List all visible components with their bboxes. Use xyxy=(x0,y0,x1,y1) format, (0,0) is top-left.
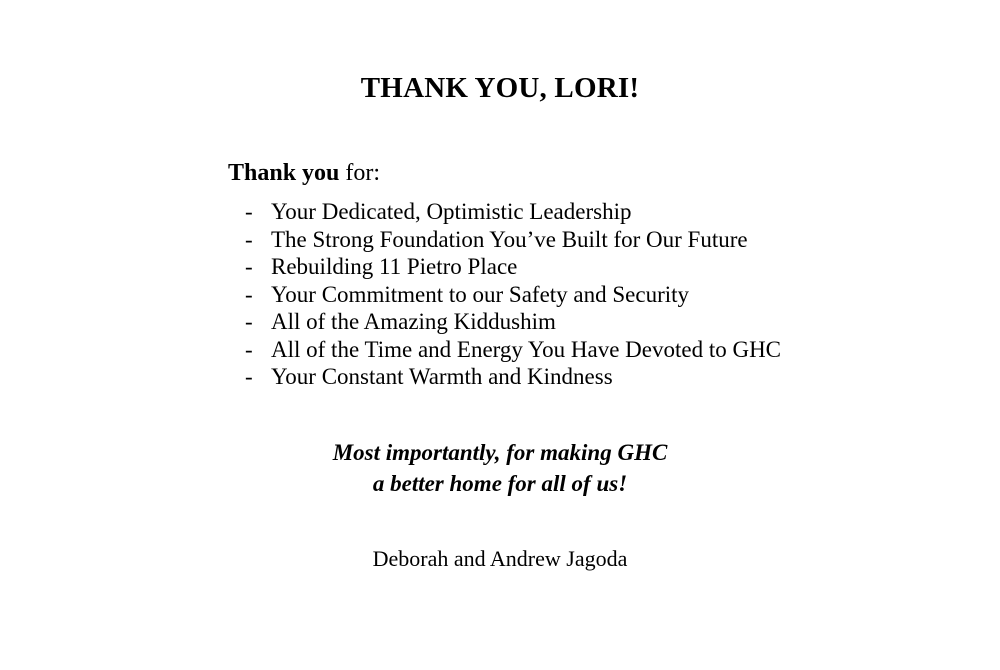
page-title: THANK YOU, LORI! xyxy=(360,72,640,104)
list-item xyxy=(245,226,965,254)
list-item xyxy=(245,308,965,336)
list-item xyxy=(245,363,965,391)
lead-emphasis: Thank you xyxy=(228,160,340,186)
bullet-marker-icon: - xyxy=(245,226,253,252)
list-item xyxy=(245,281,965,309)
list-item-label: Your Constant Warmth and Kindness xyxy=(271,364,613,389)
list-item-label: Rebuilding 11 Pietro Place xyxy=(271,254,518,279)
list-item-label: Your Dedicated, Optimistic Leadership xyxy=(271,199,632,224)
list-item-label: Your Commitment to our Safety and Security xyxy=(271,281,690,307)
bullet-marker-icon: - xyxy=(245,254,253,279)
lead-remainder: for: xyxy=(339,160,381,186)
signature: Deborah and Andrew Jagoda xyxy=(372,546,628,571)
bullet-marker-icon: - xyxy=(245,309,253,334)
bullet-marker-icon: - xyxy=(245,281,253,307)
bullet-marker-icon: - xyxy=(245,199,253,224)
closing-statement xyxy=(0,437,1000,499)
list-item xyxy=(245,336,965,364)
lead-line xyxy=(228,160,380,187)
bullet-marker-icon: - xyxy=(245,336,253,362)
bullet-list xyxy=(245,198,965,391)
bullet-marker-icon: - xyxy=(245,364,253,389)
list-item xyxy=(245,253,965,281)
list-item-label: All of the Time and Energy You Have Devoted to GHC xyxy=(271,336,782,362)
list-item xyxy=(245,198,965,226)
list-item-label: All of the Amazing Kiddushim xyxy=(271,309,556,334)
closing-line-1: Most importantly, for making GHC xyxy=(332,440,668,465)
closing-line-2: a better home for all of us! xyxy=(372,471,628,496)
list-item-label: The Strong Foundation You’ve Built for Our Future xyxy=(271,226,748,252)
